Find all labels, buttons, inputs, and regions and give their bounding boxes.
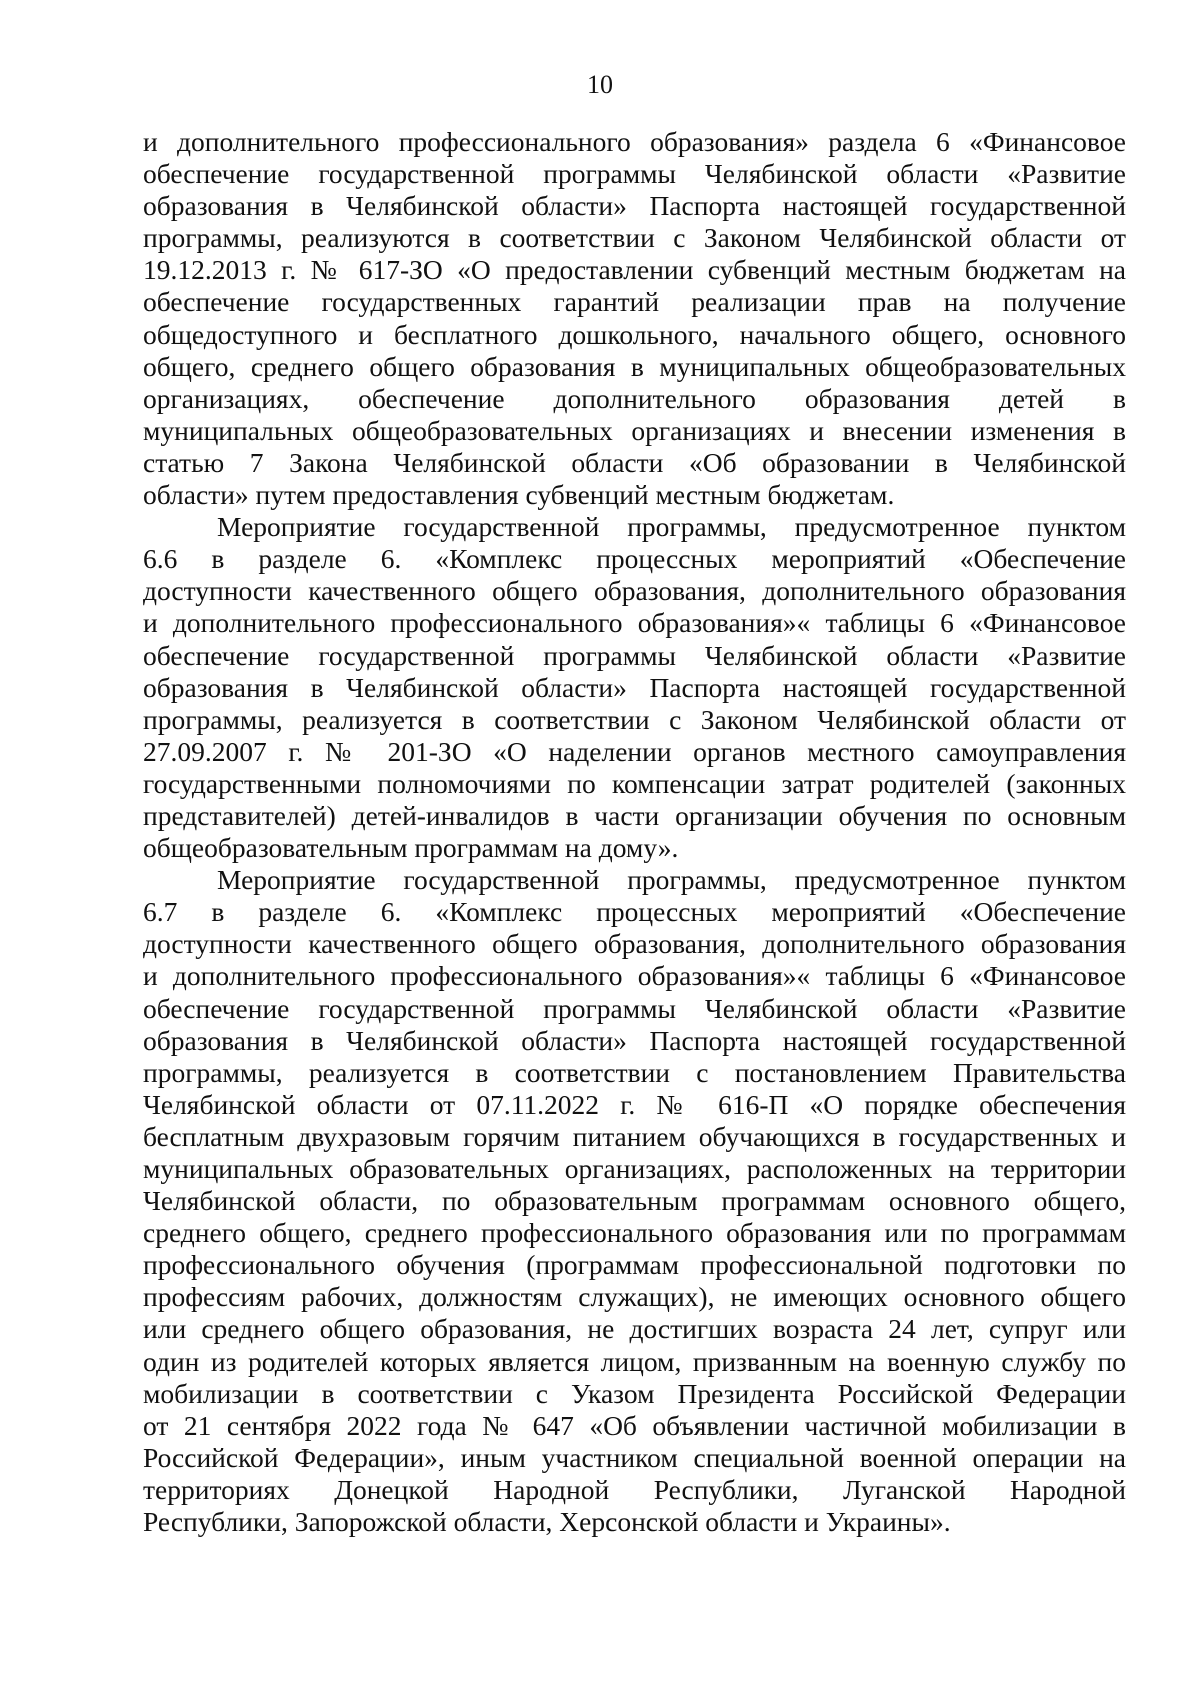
paragraph-line: профессионального обучения (программам профессиональной подготовки по — [143, 1249, 1126, 1281]
paragraph-line: профессиям рабочих, должностям служащих), не имеющих основного общего — [143, 1281, 1126, 1313]
paragraph-line: один из родителей которых является лицом, призванным на военную службу по — [143, 1345, 1126, 1377]
paragraph-line: и дополнительного профессионального образования» раздела 6 «Финансовое — [143, 126, 1126, 157]
paragraph-line: муниципальных образовательных организациях, расположенных на территории — [143, 1153, 1126, 1184]
paragraph-line: и дополнительного профессионального образования»« таблицы 6 «Финансовое — [143, 960, 1126, 992]
paragraph-line: и дополнительного профессионального образования»« таблицы 6 «Финансовое — [143, 607, 1126, 639]
paragraph-line: образования в Челябинской области» Паспорта настоящей государственной — [143, 190, 1126, 222]
paragraph-line: Мероприятие государственной программы, предусмотренное пунктом — [217, 511, 1126, 543]
paragraph-line: государственными полномочиями по компенсации затрат родителей (законных — [143, 767, 1126, 799]
paragraph-line: общего, среднего общего образования в муниципальных общеобразовательных — [143, 350, 1126, 382]
paragraph-line: Республики, Запорожской области, Херсонской области и Украины». — [143, 1506, 951, 1538]
paragraph-line: общеобразовательным программам на дому». — [143, 832, 679, 864]
paragraph-line: представителей) детей-инвалидов в части организации обучения по основным — [143, 799, 1126, 831]
paragraph — [143, 511, 1126, 864]
paragraph-line: организациях, обеспечение дополнительного образования детей в — [143, 382, 1126, 414]
paragraph-line: Мероприятие государственной программы, предусмотренное пунктом — [217, 864, 1126, 896]
paragraph-line: образования в Челябинской области» Паспорта настоящей государственной — [143, 1024, 1126, 1056]
paragraph-line: 6.6 в разделе 6. «Комплекс процессных мероприятий «Обеспечение — [143, 543, 1126, 575]
paragraph-line: доступности качественного общего образования, дополнительного образования — [143, 575, 1126, 607]
paragraph-line: Российской Федерации», иным участником специальной военной операции на — [143, 1441, 1126, 1473]
paragraph — [143, 864, 1126, 1538]
paragraph-line: от 21 сентября 2022 года № 647 «Об объявлении частичной мобилизации в — [143, 1409, 1126, 1441]
paragraph-line: бесплатным двухразовым горячим питанием обучающихся в государственных и — [143, 1120, 1126, 1152]
paragraph-line: программы, реализуется в соответствии с Законом Челябинской области от — [143, 703, 1126, 735]
paragraph-line: обеспечение государственной программы Челябинской области «Развитие — [143, 992, 1126, 1024]
paragraph-line: статью 7 Закона Челябинской области «Об образовании в Челябинской — [143, 446, 1126, 478]
paragraph-line: программы, реализуется в соответствии с постановлением Правительства — [143, 1056, 1126, 1088]
page-number: 10 — [587, 70, 613, 99]
paragraph-line: области» путем предоставления субвенций местным бюджетам. — [143, 479, 895, 511]
paragraph-line: или среднего общего образования, не достигших возраста 24 лет, супруг или — [143, 1313, 1126, 1345]
paragraph-line: образования в Челябинской области» Паспорта настоящей государственной — [143, 671, 1126, 703]
paragraph-line: 19.12.2013 г. № 617-ЗО «О предоставлении субвенций местным бюджетам на — [143, 254, 1126, 286]
paragraph-line: обеспечение государственной программы Челябинской области «Развитие — [143, 639, 1126, 671]
paragraph-line: обеспечение государственных гарантий реализации прав на получение — [143, 286, 1126, 318]
paragraph-line: доступности качественного общего образования, дополнительного образования — [143, 928, 1126, 960]
document-body — [143, 126, 1126, 1538]
paragraph-line: Челябинской области, по образовательным программам основного общего, — [143, 1185, 1126, 1217]
paragraph-line: 6.7 в разделе 6. «Комплекс процессных мероприятий «Обеспечение — [143, 896, 1126, 928]
paragraph-line: территориях Донецкой Народной Республики, Луганской Народной — [143, 1473, 1126, 1505]
paragraph-line: программы, реализуются в соответствии с Законом Челябинской области от — [143, 222, 1126, 254]
paragraph-line: Челябинской области от 07.11.2022 г. № 616-П «О порядке обеспечения — [143, 1088, 1126, 1120]
paragraph-line: обеспечение государственной программы Челябинской области «Развитие — [143, 158, 1126, 190]
paragraph — [143, 126, 1126, 511]
paragraph-line: 27.09.2007 г. № 201-ЗО «О наделении органов местного самоуправления — [143, 735, 1126, 767]
paragraph-line: общедоступного и бесплатного дошкольного, начального общего, основного — [143, 318, 1126, 350]
paragraph-line: среднего общего, среднего профессионального образования или по программам — [143, 1217, 1126, 1249]
paragraph-line: муниципальных общеобразовательных организациях и внесении изменения в — [143, 414, 1126, 446]
paragraph-line: мобилизации в соответствии с Указом Президента Российской Федерации — [143, 1377, 1126, 1409]
